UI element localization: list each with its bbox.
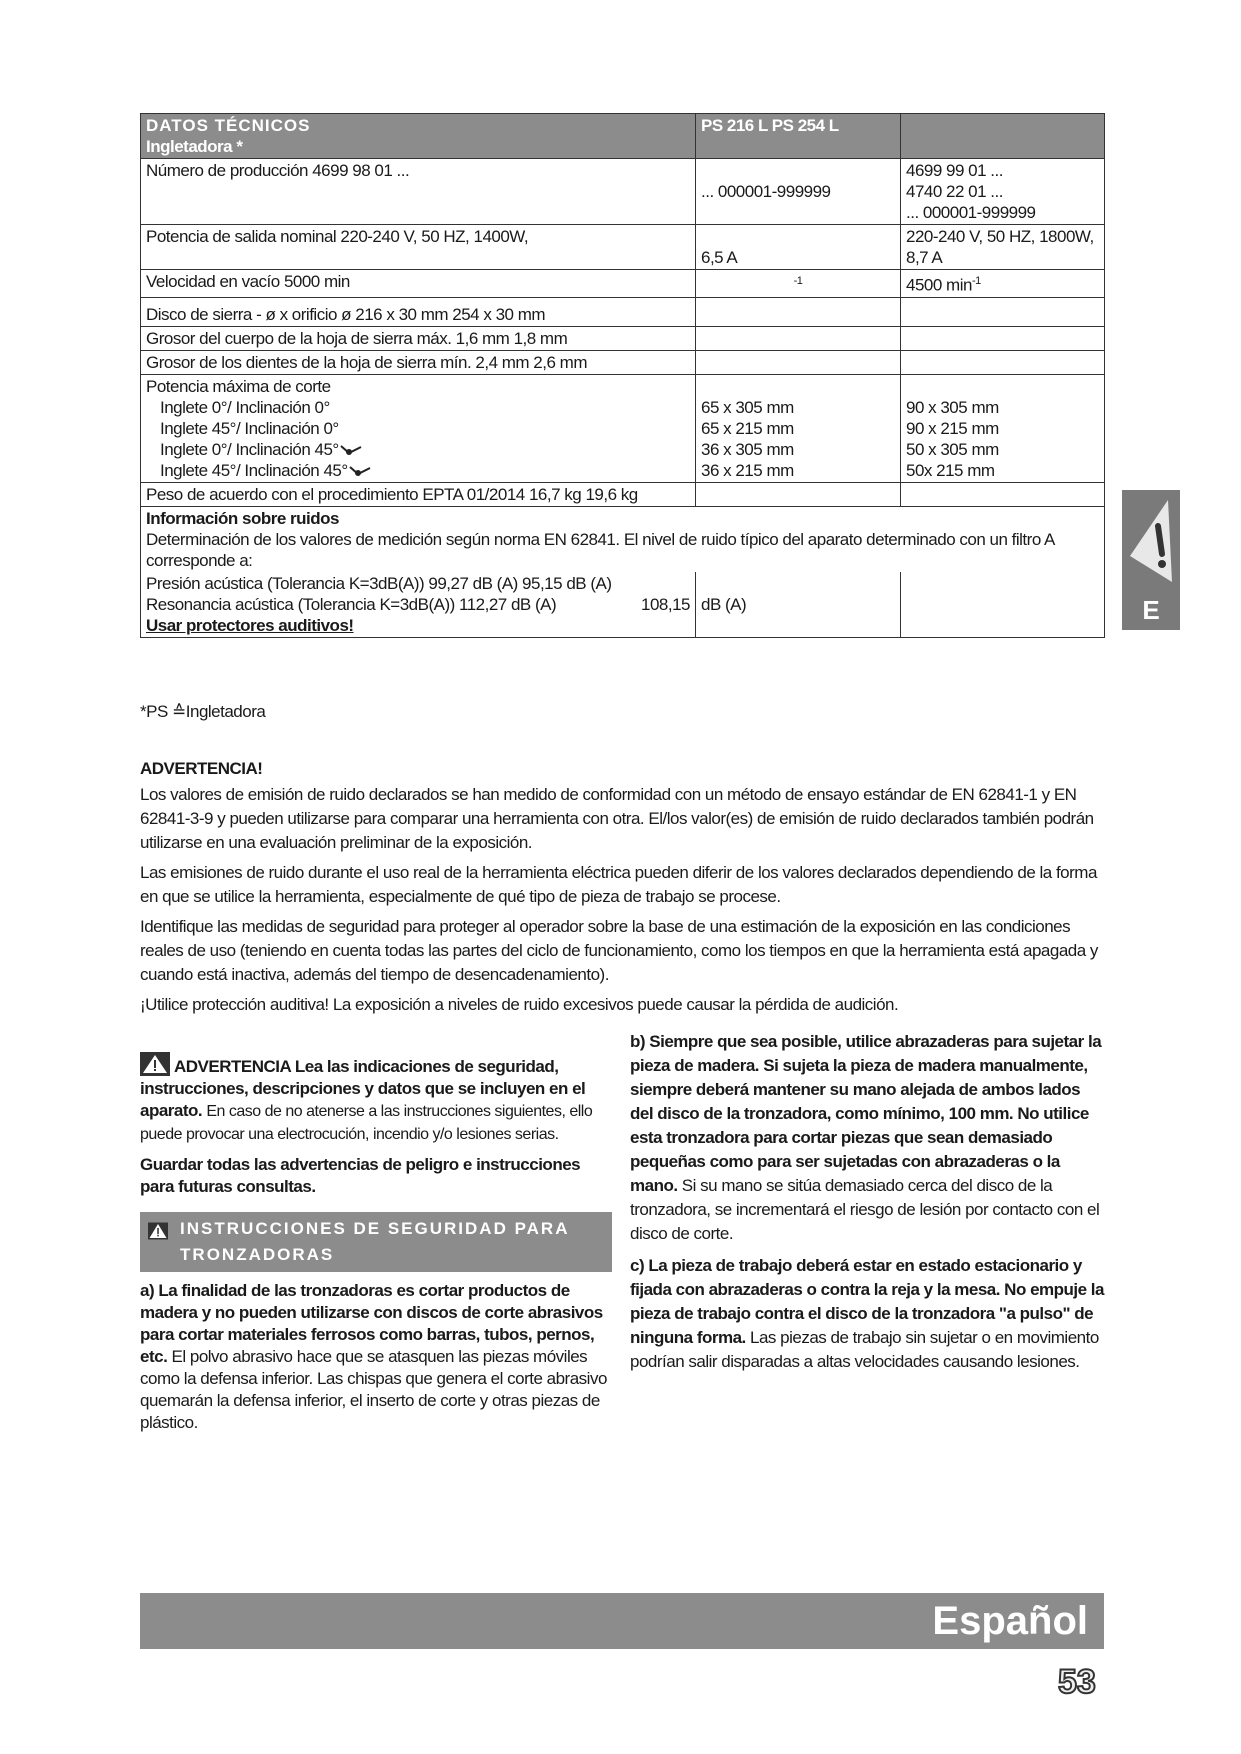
- table-row: [141, 482, 1105, 506]
- cut-row-label: [146, 439, 690, 460]
- pressure-label: Presión acústica (Tolerancia K=3dB(A)) 99,27 dB (A) 95,15 dB (A): [146, 573, 612, 593]
- cut-row-text: Inglete 45°/ Inclinación 45°: [160, 460, 348, 480]
- speed-c2: -1: [696, 270, 901, 298]
- prod-c3-line3: ... 000001-999999: [906, 203, 1036, 222]
- power-c3: [901, 225, 1105, 270]
- prod-c3-line2: 4740 22 01 ...: [906, 182, 1003, 201]
- cut-label: Potencia máxima de corte: [146, 376, 331, 396]
- table-row: [141, 572, 1105, 638]
- noise-title: Información sobre ruidos: [146, 508, 339, 528]
- warning-paragraph: Identifique las medidas de seguridad para proteger al operador sobre la base de una estimación de la exposición en las condiciones reales de uso (teniendo en cuenta todas las partes del ciclo de funcionamiento, como los tiempos en que la herramienta está apagada y cuando está inactiva, además del tiempo de desencadenamiento).: [140, 917, 1098, 984]
- disc-label: Disco de sierra - ø x orificio ø 216 x 30 mm 254 x 30 mm: [141, 297, 696, 326]
- cut-value: 90 x 215 mm: [906, 418, 999, 438]
- cut-value: 90 x 305 mm: [906, 397, 999, 417]
- spec-models: PS 216 L PS 254 L: [696, 114, 901, 159]
- table-row: [141, 326, 1105, 350]
- spec-title: DATOS TÉCNICOS: [146, 116, 311, 135]
- speed-label: Velocidad en vacío 5000 min: [141, 270, 696, 298]
- warning-triangle-icon: [140, 1052, 170, 1076]
- cut-c3: [901, 374, 1105, 482]
- warning-title: ADVERTENCIA!: [140, 759, 263, 778]
- table-row: [141, 297, 1105, 326]
- speed-c3: [901, 270, 1105, 298]
- resonance-label: Resonancia acústica (Tolerancia K=3dB(A)) 112,27 dB (A): [146, 594, 557, 614]
- empty-cell: [696, 297, 901, 326]
- page-number: 53: [1058, 1663, 1096, 1701]
- power-c3-line2: 8,7 A: [906, 248, 943, 267]
- ear-protection-note: Usar protectores auditivos!: [146, 615, 354, 635]
- cut-value: 50 x 305 mm: [906, 439, 999, 459]
- table-row: [141, 506, 1105, 572]
- rule-a-text: El polvo abrasivo hace que se atasquen las piezas móviles como la defensa inferior. Las chispas que genera el corte abrasivo quemarán la defensa inferior, el inserto de corte y otras piezas de plástico.: [140, 1347, 607, 1432]
- empty-cell: [696, 326, 901, 350]
- advertencia-paragraph: [140, 1052, 612, 1146]
- acoustic-cell: [141, 572, 696, 638]
- language-letter: E: [1142, 595, 1160, 625]
- cut-value: 50x 215 mm: [906, 460, 995, 480]
- table-row: [141, 350, 1105, 374]
- cut-value: 36 x 215 mm: [701, 460, 794, 480]
- resonance-unit-cell: [696, 572, 901, 638]
- weight-label: Peso de acuerdo con el procedimiento EPTA 01/2014 16,7 kg 19,6 kg: [141, 482, 696, 506]
- speed-c3-value: 4500 min: [906, 275, 972, 295]
- power-c3-line1: 220-240 V, 50 HZ, 1800W,: [906, 227, 1094, 246]
- prod-label: Número de producción 4699 98 01 ...: [141, 159, 696, 225]
- empty-cell: [901, 326, 1105, 350]
- table-row: [141, 270, 1105, 298]
- bevel-icon: [339, 443, 363, 457]
- warning-exclamation-icon: [1126, 496, 1176, 586]
- noise-text: Determinación de los valores de medición según norma EN 62841. El nivel de ruido típico del aparato determinado con un filtro A corresponde a:: [146, 529, 1054, 570]
- language-label: Español: [932, 1599, 1088, 1643]
- rule-c-bold: c) La pieza de trabajo deberá estar en estado estacionario y fijada con abrazaderas o contra la reja y la mesa. No empuje la pieza de trabajo contra el disco de la tronzadora "a pulso" de ninguna forma.: [630, 1256, 1104, 1347]
- table-header: [141, 114, 1105, 159]
- spec-subtitle: Ingletadora *: [146, 137, 243, 156]
- bevel-icon: [348, 464, 372, 478]
- power-label: Potencia de salida nominal 220-240 V, 50 HZ, 1400W,: [141, 225, 696, 270]
- rule-b-bold: b) Siempre que sea posible, utilice abrazaderas para sujetar la pieza de madera. Si sujeta la pieza de madera manualmente, siempre deberá mantener su mano alejada de ambos lados del disco de la tronzadora, como mínimo, 100 mm. No utilice esta tronzadora para cortar piezas que sean demasiado pequeñas como para ser sujetadas con abrazaderas o la mano.: [630, 1032, 1102, 1195]
- empty-cell: [901, 482, 1105, 506]
- cut-value: 36 x 305 mm: [701, 439, 794, 459]
- cut-row-label: Inglete 0°/ Inclinación 0°: [160, 397, 330, 417]
- cut-c2: [696, 374, 901, 482]
- rule-a-bold: a) La finalidad de las tronzadoras es cortar productos de madera y no pueden utilizarse con discos de corte abrasivos para cortar materiales ferrosos como barras, tubos, pernos, etc.: [140, 1281, 603, 1366]
- section-header: [140, 1212, 612, 1272]
- header-empty: [901, 114, 1105, 159]
- cut-row-label: Inglete 45°/ Inclinación 0°: [160, 418, 339, 438]
- prod-c3-line1: 4699 99 01 ...: [906, 161, 1003, 180]
- right-column: [630, 1030, 1106, 1382]
- teeth-label: Grosor de los dientes de la hoja de sierra mín. 2,4 mm 2,6 mm: [141, 350, 696, 374]
- cut-row-label: [146, 460, 690, 481]
- cut-value: 65 x 215 mm: [701, 418, 794, 438]
- keep-instructions: Guardar todas las advertencias de peligro e instrucciones para futuras consultas.: [140, 1155, 581, 1196]
- empty-cell: [901, 572, 1105, 638]
- language-side-tab: [1122, 490, 1180, 630]
- table-row: [141, 225, 1105, 270]
- table-row: [141, 374, 1105, 482]
- warning-block: [140, 757, 1104, 1023]
- empty-cell: [901, 297, 1105, 326]
- language-banner: [140, 1593, 1104, 1649]
- spec-table: [140, 113, 1104, 638]
- prod-c2: ... 000001-999999: [696, 159, 901, 225]
- speed-c3-sup: -1: [971, 275, 981, 287]
- advertencia-bold: ADVERTENCIA Lea las indicaciones de seguridad, instrucciones, descripciones y datos que se incluyen en el aparato.: [140, 1057, 586, 1120]
- empty-cell: [901, 350, 1105, 374]
- empty-cell: [696, 350, 901, 374]
- warning-triangle-icon: [148, 1220, 168, 1242]
- footnote: *PS ≙Ingletadora: [140, 702, 266, 721]
- cut-cell: [141, 374, 696, 482]
- rule-a: [140, 1280, 612, 1434]
- left-column: [140, 1052, 612, 1442]
- rule-c-text: Las piezas de trabajo sin sujetar o en movimiento podrían salir disparadas a altas velocidades causando lesiones.: [630, 1328, 1099, 1371]
- warning-paragraph: Las emisiones de ruido durante el uso real de la herramienta eléctrica pueden diferir de los valores declarados dependiendo de la forma en que se utilice la herramienta, especialmente de qué tipo de pieza de trabajo se procese.: [140, 863, 1097, 906]
- resonance-unit: dB (A): [701, 594, 747, 614]
- power-c2: 6,5 A: [696, 225, 901, 270]
- prod-c3: [901, 159, 1105, 225]
- body-label: Grosor del cuerpo de la hoja de sierra máx. 1,6 mm 1,8 mm: [141, 326, 696, 350]
- empty-cell: [696, 482, 901, 506]
- cut-value: 65 x 305 mm: [701, 397, 794, 417]
- resonance-value: 108,15: [641, 594, 690, 614]
- warning-paragraph: Los valores de emisión de ruido declarados se han medido de conformidad con un método de ensayo estándar de EN 62841-1 y EN 62841-3-9 y pueden utilizarse para comparar una herramienta con otra. El/los valor(es) de emisión de ruido declarados también podrán utilizarse en una evaluación preliminar de la exposición.: [140, 785, 1094, 852]
- advertencia-text: En caso de no atenerse a las instrucciones siguientes, ello puede provocar una electrocución, incendio y/o lesiones serias.: [140, 1103, 593, 1143]
- cut-row-text: Inglete 0°/ Inclinación 45°: [160, 439, 339, 459]
- section-title: INSTRUCCIONES DE SEGURIDAD PARA TRONZADORAS: [180, 1219, 569, 1264]
- rule-b-text: Si su mano se sitúa demasiado cerca del disco de la tronzadora, se incrementará el riesgo de lesión por contacto con el disco de corte.: [630, 1176, 1100, 1243]
- table-row: [141, 159, 1105, 225]
- rule-b: [630, 1030, 1106, 1246]
- warning-paragraph: ¡Utilice protección auditiva! La exposición a niveles de ruido excesivos puede causar la pérdida de audición.: [140, 995, 899, 1014]
- noise-cell: [141, 506, 1105, 572]
- rule-c: [630, 1254, 1106, 1374]
